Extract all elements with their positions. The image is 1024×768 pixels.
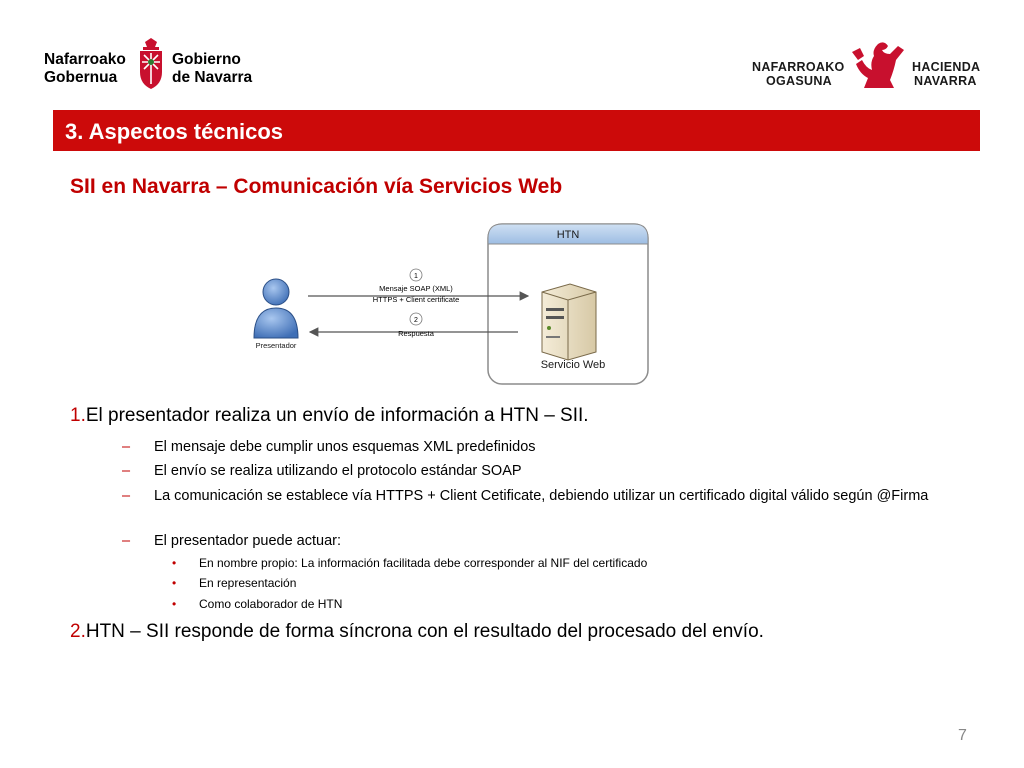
response-arrow <box>310 313 518 338</box>
logo-left-line4: de Navarra <box>172 69 253 86</box>
list-item-2-text: HTN – SII responde de forma síncrona con el resultado del procesado del envío. <box>85 621 764 642</box>
logo-right-line1: NAFARROAKO <box>752 60 845 74</box>
sub-item-text: El mensaje debe cumplir unos esquemas XML predefinidos <box>154 439 536 455</box>
list-item-1-text: El presentador realiza un envío de información a HTN – SII. <box>85 405 589 426</box>
list-item-2 <box>70 621 764 643</box>
presenter-icon <box>254 279 298 338</box>
step2-label: Respuesta <box>398 329 434 338</box>
section-title-bar <box>53 110 980 151</box>
dash-bullet: – <box>122 463 131 479</box>
section-title: 3. Aspectos técnicos <box>65 119 284 144</box>
step1-number: 1 <box>414 273 418 280</box>
logo-left-line2: Gobernua <box>44 69 118 86</box>
sub-item-text: El presentador puede actuar: <box>154 533 342 549</box>
presenter-label: Presentador <box>255 341 297 350</box>
bullet-item-text: Como colaborador de HTN <box>199 597 343 611</box>
list-item-1-number: 1. <box>70 405 86 426</box>
logo-left-line3: Gobierno <box>172 51 241 68</box>
step2-number: 2 <box>414 317 418 324</box>
dash-bullet: – <box>122 533 131 549</box>
htn-box-title: HTN <box>556 229 580 241</box>
navarra-coat-of-arms-icon <box>136 38 166 90</box>
bullet-dot: • <box>172 576 177 590</box>
step1-line2: HTTPS + Client certificate <box>372 295 460 304</box>
dash-bullet: – <box>122 439 131 455</box>
web-service-diagram <box>240 220 660 390</box>
bullet-item-text: En representación <box>199 576 297 590</box>
list-item-2-number: 2. <box>70 621 86 642</box>
bullet-dot: • <box>172 556 177 570</box>
logo-right-line4: NAVARRA <box>914 74 977 88</box>
bullet-item-text: En nombre propio: La información facilitada debe corresponder al NIF del certificado <box>199 556 648 570</box>
logo-left-line1: Nafarroako <box>44 51 126 68</box>
hacienda-navarra-logo <box>752 40 984 95</box>
logo-right-line2: OGASUNA <box>766 74 832 88</box>
server-icon <box>542 284 596 360</box>
step1-line1: Mensaje SOAP (XML) <box>379 284 453 293</box>
slide-subtitle: SII en Navarra – Comunicación vía Servicios Web <box>70 175 563 198</box>
hacienda-emblem-icon <box>850 40 908 90</box>
gobierno-navarra-logo <box>44 38 264 93</box>
sub-item-text: La comunicación se establece vía HTTPS + Client Cetificate, debiendo utilizar un certificado digital válido según @Firma <box>154 488 929 504</box>
server-label: Servicio Web <box>540 359 606 371</box>
page-number: 7 <box>958 727 967 744</box>
sub-item-text: El envío se realiza utilizando el protocolo estándar SOAP <box>154 463 522 479</box>
list-item-1 <box>70 405 589 427</box>
bullet-dot: • <box>172 597 177 611</box>
dash-bullet: – <box>122 488 131 504</box>
logo-right-line3: HACIENDA <box>912 60 981 74</box>
